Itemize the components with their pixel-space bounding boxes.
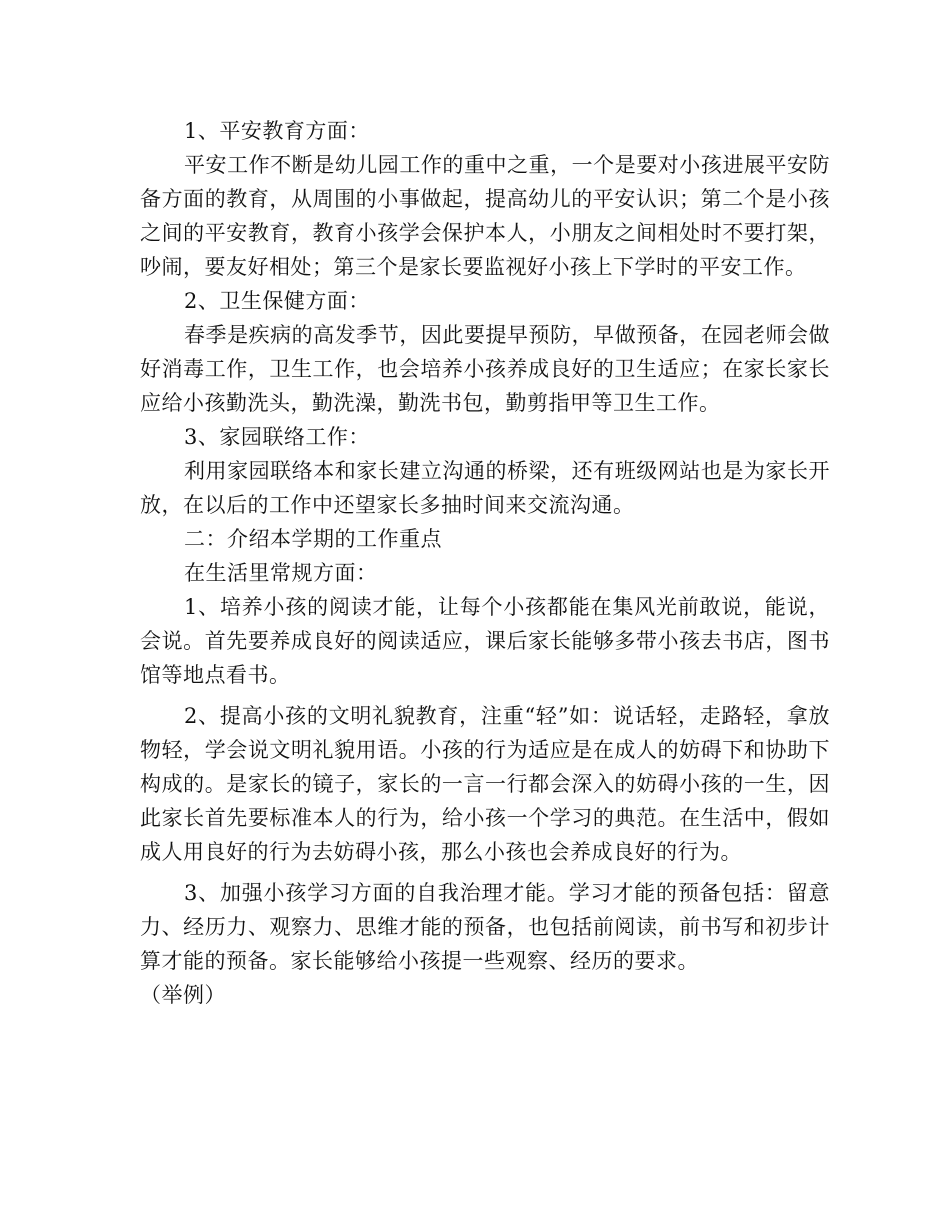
paragraph-self-management: 3、加强小孩学习方面的自我治理才能。学习才能的预备包括：留意力、经历力、观察力、思维才能的预备，也包括前阅读，前书写和初步计算才能的预备。家长能够给小孩提一些观察、经历的要求。 <box>140 881 830 973</box>
paragraph-example-note: （举例） <box>140 983 226 1007</box>
paragraph-home-school: 利用家园联络本和家长建立沟通的桥梁，还有班级网站也是为家长开放，在以后的工作中还望家长多抽时间来交流沟通。 <box>140 459 830 517</box>
document-body <box>140 114 830 1012</box>
heading-section-two: 二：介绍本学期的工作重点 <box>184 527 442 551</box>
heading-daily-routine: 在生活里常规方面： <box>184 561 378 585</box>
paragraph-safety: 平安工作不断是幼儿园工作的重中之重，一个是要对小孩进展平安防备方面的教育，从周围的小事做起，提高幼儿的平安认识；第二个是小孩之间的平安教育，教育小孩学会保护本人，小朋友之间相处时不要打架，吵闹，要友好相处；第三个是家长要监视好小孩上下学时的平安工作。 <box>140 153 830 279</box>
heading-safety: 1、平安教育方面： <box>184 119 370 143</box>
paragraph-health: 春季是疾病的高发季节，因此要提早预防，早做预备，在园老师会做好消毒工作，卫生工作，也会培养小孩养成良好的卫生适应；在家长家长应给小孩勤洗头，勤洗澡，勤洗书包，勤剪指甲等卫生工作。 <box>140 323 830 415</box>
heading-home-school: 3、家园联络工作： <box>184 425 370 449</box>
paragraph-reading: 1、培养小孩的阅读才能，让每个小孩都能在集风光前敢说，能说，会说。首先要养成良好的阅读适应，课后家长能够多带小孩去书店，图书馆等地点看书。 <box>140 595 830 687</box>
heading-health: 2、卫生保健方面： <box>184 289 370 313</box>
paragraph-etiquette: 2、提高小孩的文明礼貌教育，注重“轻”如：说话轻，走路轻，拿放物轻，学会说文明礼貌用语。小孩的行为适应是在成人的妨碍下和协助下构成的。是家长的镜子，家长的一言一行都会深入的妨碍小孩的一生，因此家长首先要标准本人的行为，给小孩一个学习的典范。在生活中，假如成人用良好的行为去妨碍小孩，那么小孩也会养成良好的行为。 <box>140 704 830 864</box>
